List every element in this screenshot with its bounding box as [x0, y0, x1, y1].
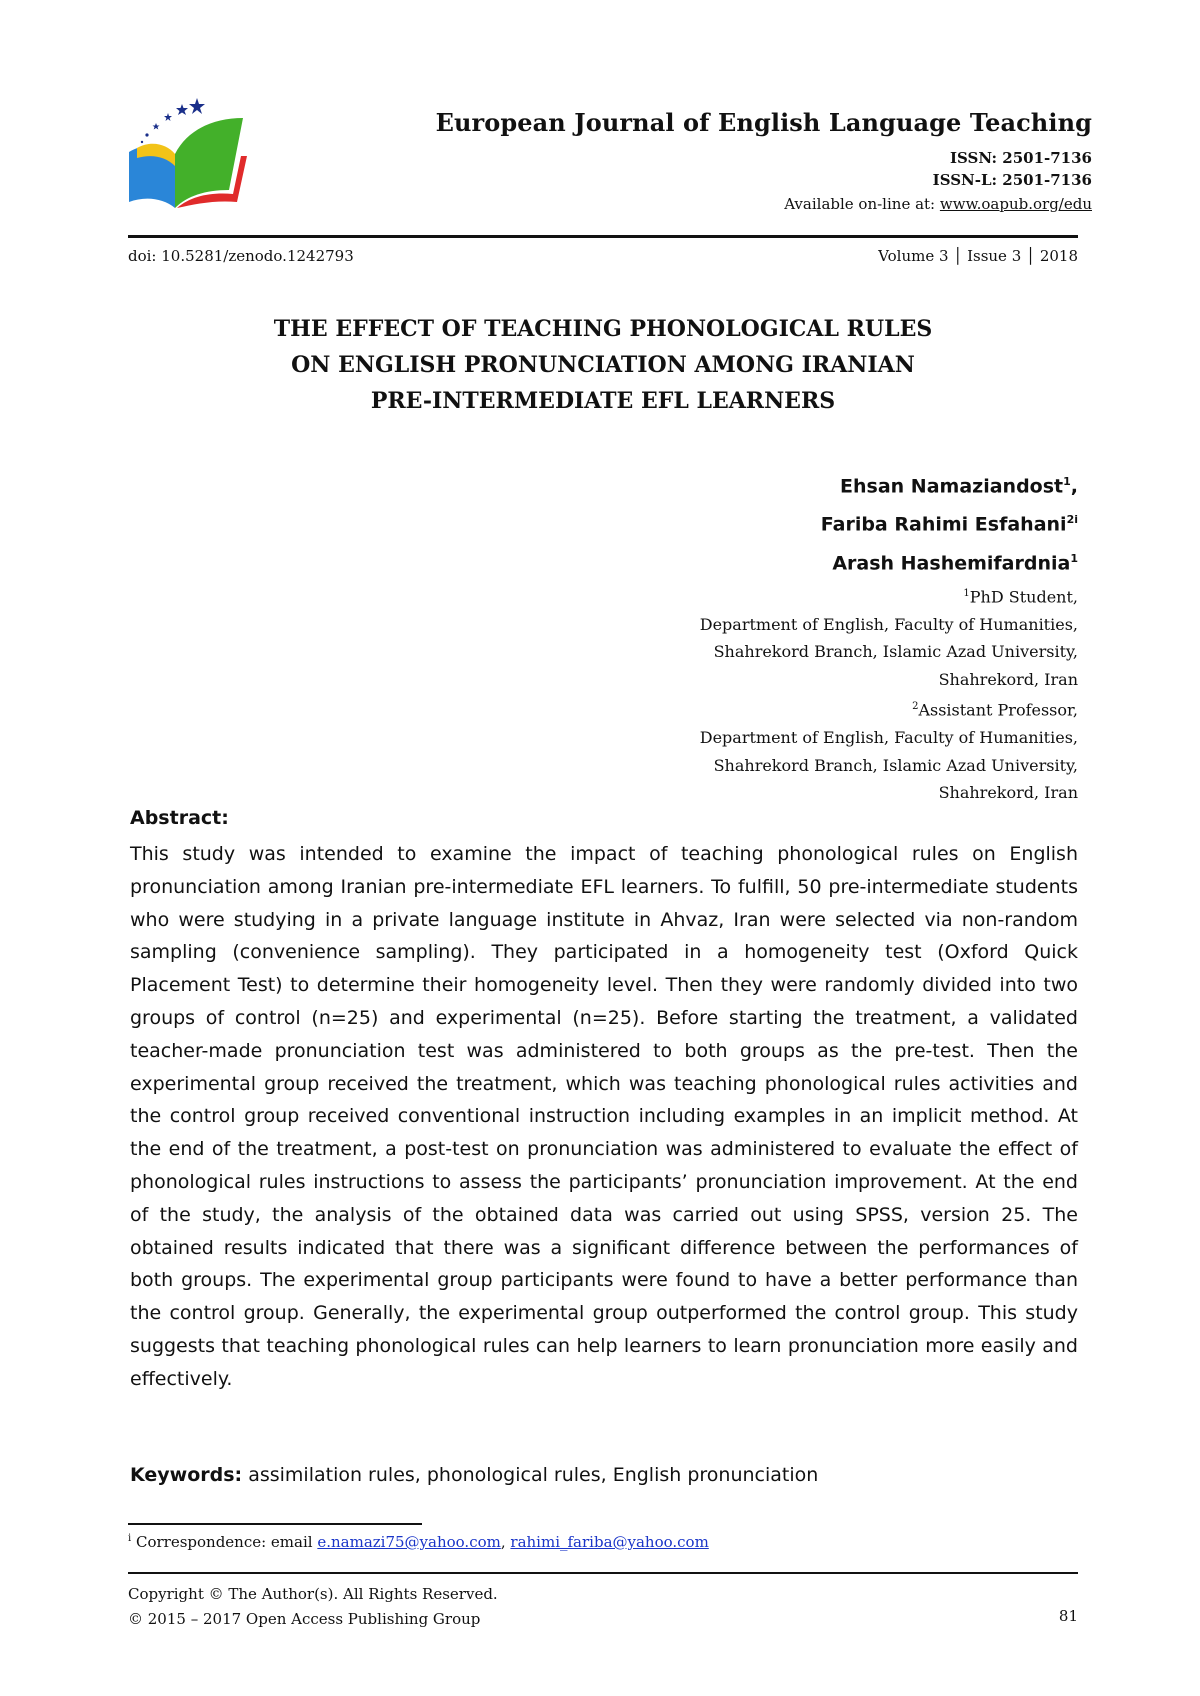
correspondence-footnote: [128, 1533, 709, 1551]
footnote-prefix: Correspondence: email: [131, 1533, 318, 1551]
journal-logo: [125, 96, 255, 216]
author-sup: 1: [1070, 551, 1078, 565]
volume-issue-year: Volume 3 │ Issue 3 │ 2018: [878, 247, 1078, 265]
journal-title: European Journal of English Language Teaching: [435, 108, 1092, 137]
author-name: [700, 503, 1078, 541]
email-link-1[interactable]: e.namazi75@yahoo.com: [317, 1533, 501, 1551]
affiliation-line: Shahrekord Branch, Islamic Azad University,: [713, 642, 1078, 662]
available-online: [436, 193, 1092, 215]
footnote-separator: ,: [500, 1533, 511, 1551]
footer-divider: [128, 1572, 1078, 1574]
issn-l: ISSN-L: 2501-7136: [932, 171, 1092, 189]
page-number: 81: [1058, 1607, 1078, 1625]
title-line: PRE-INTERMEDIATE EFL LEARNERS: [370, 388, 836, 414]
footnote-sup: i: [128, 1533, 132, 1544]
affiliation-line: Department of English, Faculty of Humanities,: [699, 614, 1078, 634]
paper-title: [128, 311, 1078, 419]
journal-url-link[interactable]: www.oapub.org/edu: [939, 195, 1092, 213]
keywords: [130, 1464, 818, 1486]
copyright-line: Copyright © The Author(s). All Rights Reserved.: [128, 1585, 498, 1603]
affiliation-role-text: Assistant Professor,: [918, 700, 1078, 720]
affiliation-sup: 1: [963, 587, 970, 599]
affiliation-role: [700, 580, 1078, 611]
author-name: [700, 465, 1078, 503]
author-name-text: Arash Hashemifardnia: [832, 551, 1071, 574]
affiliation-line: Shahrekord, Iran: [938, 783, 1078, 803]
publisher-line: © 2015 – 2017 Open Access Publishing Group: [128, 1610, 481, 1628]
affiliation-role: [700, 693, 1078, 724]
affiliation-line: Shahrekord Branch, Islamic Azad University,: [713, 755, 1078, 775]
journal-header: [436, 108, 1092, 215]
affiliation-line: Department of English, Faculty of Humanities,: [699, 728, 1078, 748]
affiliation-role-text: PhD Student,: [969, 587, 1078, 607]
abstract-heading: Abstract:: [130, 807, 229, 829]
header-divider: [128, 235, 1078, 238]
affiliation-sup: 2: [912, 701, 919, 713]
title-line: THE EFFECT OF TEACHING PHONOLOGICAL RULES: [273, 316, 933, 342]
author-name: [700, 542, 1078, 580]
author-name-text: Fariba Rahimi Esfahani: [820, 513, 1067, 536]
issn: ISSN: 2501-7136: [949, 149, 1092, 167]
author-block: [700, 465, 1078, 807]
keywords-text: assimilation rules, phonological rules, English pronunciation: [242, 1464, 819, 1486]
author-name-text: Ehsan Namaziandost: [840, 475, 1064, 498]
affiliation-line: Shahrekord, Iran: [938, 669, 1078, 689]
footer-copyright: [128, 1582, 498, 1632]
keywords-label: Keywords:: [130, 1464, 243, 1486]
author-sup: 2i: [1066, 513, 1078, 527]
author-suffix: ,: [1070, 475, 1078, 498]
meta-row: [128, 247, 1078, 265]
doi: doi: 10.5281/zenodo.1242793: [128, 247, 354, 265]
title-line: ON ENGLISH PRONUNCIATION AMONG IRANIAN: [291, 352, 915, 378]
footnote-divider: [128, 1523, 422, 1525]
email-link-2[interactable]: rahimi_fariba@yahoo.com: [510, 1533, 709, 1551]
abstract-text: This study was intended to examine the impact of teaching phonological rules on English pronunciation among Iranian pre-intermediate EFL learners. To fulfill, 50 pre-intermediate students who were studying in a private language institute in Ahvaz, Iran were selected via non-random sampling (convenience sampling). They participated in a homogeneity test (Oxford Quick Placement Test) to determine their homogeneity level. Then they were randomly divided into two groups of control (n=25) and experimental (n=25). Before starting the treatment, a validated teacher-made pronunciation test was administered to both groups as the pre-test. Then the experimental group received the treatment, which was teaching phonological rules activities and the control group received conventional instruction including examples in an implicit method. At the end of the treatment, a post-test on pronunciation was administered to evaluate the effect of phonological rules instructions to assess the participants’ pronunciation improvement. At the end of the study, the analysis of the obtained data was carried out using SPSS, version 25. The obtained results indicated that there was a significant difference between the performances of both groups. The experimental group participants were found to have a better performance than the control group. Generally, the experimental group outperformed the control group. This study suggests that teaching phonological rules can help learners to learn pronunciation more easily and effectively.: [130, 843, 1078, 1390]
available-label: Available on-line at:: [784, 195, 940, 213]
author-sup: 1: [1063, 475, 1071, 488]
